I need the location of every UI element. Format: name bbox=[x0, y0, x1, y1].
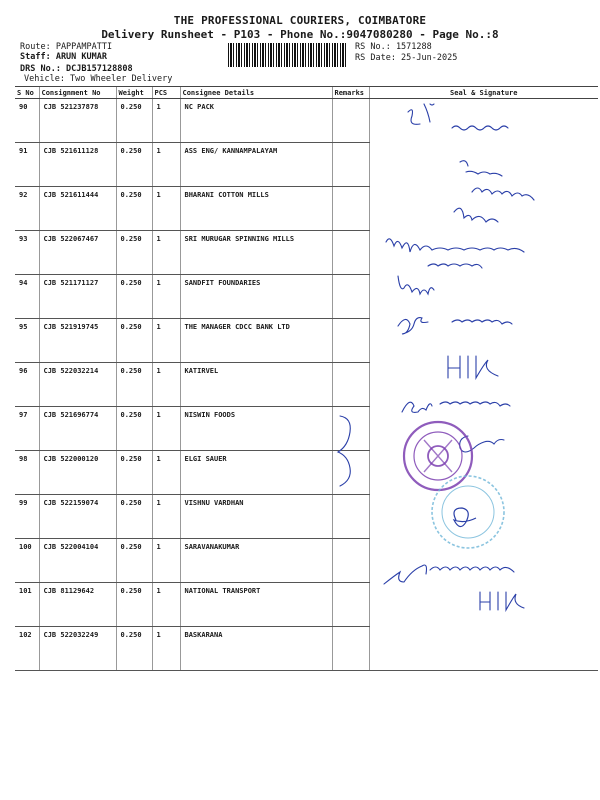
cell-pcs: 1 bbox=[152, 407, 180, 451]
cell-consignment-no: CJB 522159074 bbox=[39, 495, 116, 539]
cell-sno: 90 bbox=[15, 99, 39, 143]
cell-sno: 97 bbox=[15, 407, 39, 451]
cell-consignee: ASS ENG/ KANNAMPALAYAM bbox=[180, 143, 332, 187]
cell-weight: 0.250 bbox=[116, 143, 152, 187]
table-row bbox=[15, 99, 598, 143]
cell-sno: 91 bbox=[15, 143, 39, 187]
cell-signature bbox=[369, 143, 598, 187]
cell-remarks bbox=[332, 99, 369, 143]
cell-consignee: VISHNU VARDHAN bbox=[180, 495, 332, 539]
cell-consignment-no: CJB 522032249 bbox=[39, 627, 116, 671]
cell-remarks bbox=[332, 451, 369, 495]
barcode bbox=[228, 43, 348, 67]
cell-weight: 0.250 bbox=[116, 99, 152, 143]
cell-consignee: THE MANAGER CDCC BANK LTD bbox=[180, 319, 332, 363]
cell-signature bbox=[369, 99, 598, 143]
page-subtitle: Delivery Runsheet - P103 - Phone No.:9047080280 - Page No.:8 bbox=[101, 28, 499, 41]
table-row bbox=[15, 319, 598, 363]
cell-signature bbox=[369, 319, 598, 363]
cell-signature bbox=[369, 539, 598, 583]
cell-signature bbox=[369, 495, 598, 539]
cell-pcs: 1 bbox=[152, 583, 180, 627]
cell-signature bbox=[369, 627, 598, 671]
cell-remarks bbox=[332, 319, 369, 363]
cell-pcs: 1 bbox=[152, 627, 180, 671]
cell-weight: 0.250 bbox=[116, 319, 152, 363]
cell-weight: 0.250 bbox=[116, 539, 152, 583]
cell-sno: 93 bbox=[15, 231, 39, 275]
cell-pcs: 1 bbox=[152, 187, 180, 231]
col-header-consignment: Consignment No bbox=[39, 87, 116, 99]
cell-signature bbox=[369, 187, 598, 231]
cell-remarks bbox=[332, 539, 369, 583]
table-row bbox=[15, 627, 598, 671]
vehicle-label: Vehicle: Two Wheeler Delivery bbox=[24, 74, 173, 84]
cell-remarks bbox=[332, 275, 369, 319]
cell-consignee: NC PACK bbox=[180, 99, 332, 143]
cell-consignee: NATIONAL TRANSPORT bbox=[180, 583, 332, 627]
cell-sno: 95 bbox=[15, 319, 39, 363]
cell-consignee: NISWIN FOODS bbox=[180, 407, 332, 451]
table-row bbox=[15, 495, 598, 539]
cell-remarks bbox=[332, 627, 369, 671]
cell-consignment-no: CJB 522032214 bbox=[39, 363, 116, 407]
cell-signature bbox=[369, 231, 598, 275]
cell-weight: 0.250 bbox=[116, 275, 152, 319]
cell-pcs: 1 bbox=[152, 275, 180, 319]
col-header-weight: Weight bbox=[116, 87, 152, 99]
cell-weight: 0.250 bbox=[116, 583, 152, 627]
cell-signature bbox=[369, 451, 598, 495]
cell-consignee: SARAVANAKUMAR bbox=[180, 539, 332, 583]
cell-sno: 96 bbox=[15, 363, 39, 407]
cell-consignment-no: CJB 521919745 bbox=[39, 319, 116, 363]
cell-pcs: 1 bbox=[152, 231, 180, 275]
cell-signature bbox=[369, 275, 598, 319]
cell-pcs: 1 bbox=[152, 363, 180, 407]
cell-consignee: BHARANI COTTON MILLS bbox=[180, 187, 332, 231]
cell-pcs: 1 bbox=[152, 143, 180, 187]
cell-consignee: ELGI SAUER bbox=[180, 451, 332, 495]
cell-signature bbox=[369, 407, 598, 451]
cell-consignment-no: CJB 521611444 bbox=[39, 187, 116, 231]
cell-consignment-no: CJB 81129642 bbox=[39, 583, 116, 627]
cell-sno: 99 bbox=[15, 495, 39, 539]
table-row bbox=[15, 275, 598, 319]
table-row bbox=[15, 583, 598, 627]
cell-sno: 102 bbox=[15, 627, 39, 671]
cell-pcs: 1 bbox=[152, 99, 180, 143]
cell-remarks bbox=[332, 187, 369, 231]
cell-weight: 0.250 bbox=[116, 451, 152, 495]
cell-remarks bbox=[332, 363, 369, 407]
cell-weight: 0.250 bbox=[116, 495, 152, 539]
cell-remarks bbox=[332, 407, 369, 451]
table-row bbox=[15, 231, 598, 275]
cell-weight: 0.250 bbox=[116, 407, 152, 451]
runsheet-table bbox=[15, 86, 598, 671]
col-header-signature: Seal & Signature bbox=[369, 87, 598, 99]
cell-weight: 0.250 bbox=[116, 363, 152, 407]
cell-sno: 94 bbox=[15, 275, 39, 319]
cell-pcs: 1 bbox=[152, 495, 180, 539]
cell-consignment-no: CJB 521611128 bbox=[39, 143, 116, 187]
staff-label: Staff: ARUN KUMAR bbox=[20, 52, 107, 62]
cell-consignee: SRI MURUGAR SPINNING MILLS bbox=[180, 231, 332, 275]
table-row bbox=[15, 143, 598, 187]
table-row bbox=[15, 407, 598, 451]
table-row bbox=[15, 187, 598, 231]
cell-consignee: KATIRVEL bbox=[180, 363, 332, 407]
cell-pcs: 1 bbox=[152, 539, 180, 583]
cell-remarks bbox=[332, 143, 369, 187]
cell-signature bbox=[369, 363, 598, 407]
cell-consignment-no: CJB 522004104 bbox=[39, 539, 116, 583]
cell-sno: 92 bbox=[15, 187, 39, 231]
cell-consignee: SANDFIT FOUNDARIES bbox=[180, 275, 332, 319]
col-header-remarks: Remarks bbox=[332, 87, 369, 99]
drs-number: DRS No.: DCJB157128808 bbox=[20, 64, 133, 74]
cell-consignment-no: CJB 522000120 bbox=[39, 451, 116, 495]
cell-pcs: 1 bbox=[152, 451, 180, 495]
cell-sno: 101 bbox=[15, 583, 39, 627]
cell-remarks bbox=[332, 495, 369, 539]
table-row bbox=[15, 451, 598, 495]
cell-consignment-no: CJB 521237878 bbox=[39, 99, 116, 143]
cell-sno: 98 bbox=[15, 451, 39, 495]
table-row bbox=[15, 539, 598, 583]
cell-consignment-no: CJB 521696774 bbox=[39, 407, 116, 451]
cell-remarks bbox=[332, 583, 369, 627]
cell-pcs: 1 bbox=[152, 319, 180, 363]
col-header-consignee: Consignee Details bbox=[180, 87, 332, 99]
cell-consignment-no: CJB 521171127 bbox=[39, 275, 116, 319]
table-header-row bbox=[15, 87, 598, 99]
cell-sno: 100 bbox=[15, 539, 39, 583]
cell-consignment-no: CJB 522067467 bbox=[39, 231, 116, 275]
col-header-sno: S No bbox=[15, 87, 39, 99]
rs-date: RS Date: 25-Jun-2025 bbox=[355, 53, 458, 63]
page-title: THE PROFESSIONAL COURIERS, COIMBATORE bbox=[173, 14, 427, 27]
cell-remarks bbox=[332, 231, 369, 275]
cell-signature bbox=[369, 583, 598, 627]
cell-weight: 0.250 bbox=[116, 231, 152, 275]
cell-weight: 0.250 bbox=[116, 187, 152, 231]
route-label: Route: PAPPAMPATTI bbox=[20, 42, 113, 52]
col-header-pcs: PCS bbox=[152, 87, 180, 99]
cell-weight: 0.250 bbox=[116, 627, 152, 671]
rs-number: RS No.: 1571288 bbox=[355, 42, 432, 52]
table-row bbox=[15, 363, 598, 407]
cell-consignee: BASKARANA bbox=[180, 627, 332, 671]
